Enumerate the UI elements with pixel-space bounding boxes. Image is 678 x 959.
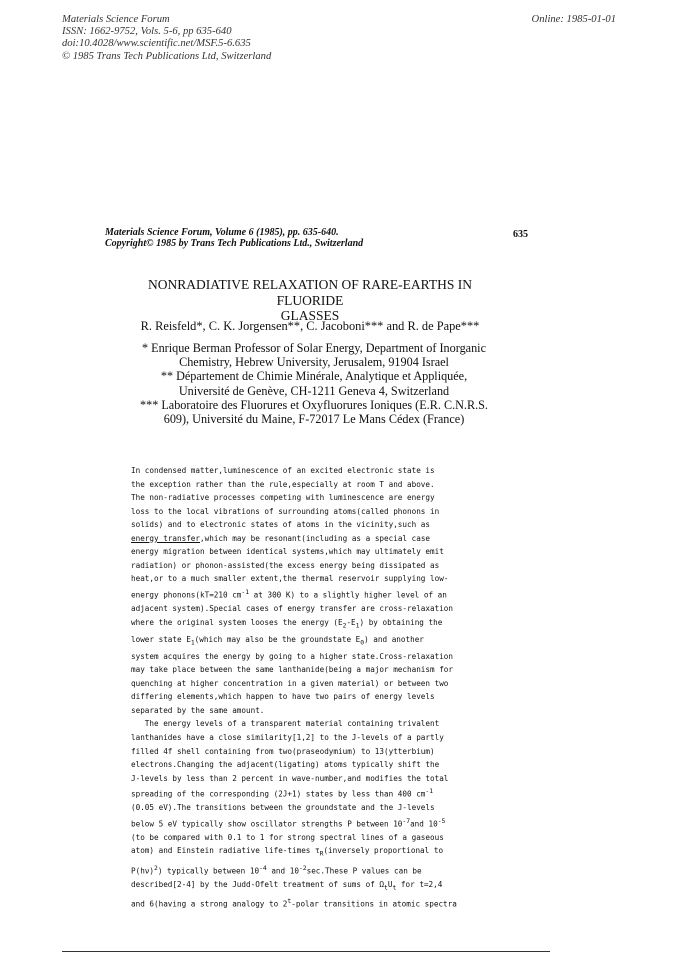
subscript: 1 (355, 621, 360, 630)
publication-doi[interactable] (62, 38, 271, 50)
title-line: NONRADIATIVE RELAXATION OF RARE-EARTHS IN FLUORIDE (148, 277, 472, 308)
body-line: separated by the same amount. (131, 705, 265, 715)
affiliation-line: 609), Université du Maine, F-72017 Le Mans Cédex (France) (163, 412, 465, 427)
body-span: where the original system looses the energy (E (131, 617, 343, 627)
body-line: The energy levels of a transparent material containing trivalent (131, 719, 440, 729)
body-line (131, 532, 531, 546)
body-line: J-levels by less than 2 percent in wave-number,and modifies the total (131, 773, 449, 783)
body-line (131, 878, 531, 895)
body-span: ,which may be resonant(including as a special case (200, 533, 431, 543)
subscript: 0 (360, 638, 365, 647)
subscript: t (384, 883, 388, 892)
subscript: t (392, 883, 397, 892)
body-line: the exception rather than the rule,especially at room T and above. (131, 479, 435, 489)
body-span: and 10 (266, 866, 299, 876)
body-line: lanthanides have a close similarity[1,2] to the J-levels of a partly (131, 733, 444, 742)
body-span: ) and another (364, 634, 424, 644)
body-span: ) by obtaining the (359, 617, 443, 627)
superscript: -2 (298, 863, 307, 872)
footer-rule (62, 951, 550, 952)
body-line: In condensed matter,luminescence of an excited electronic state is (131, 466, 435, 475)
journal-citation (105, 227, 363, 249)
body-span: sec.These P values can be (306, 866, 422, 876)
superscript: -1 (425, 787, 434, 796)
body-span: -polar transitions in atomic spectra (291, 899, 457, 909)
body-line (131, 633, 531, 650)
online-date: Online: 1985-01-01 (531, 14, 616, 25)
subscript: R (319, 850, 324, 858)
body-line: radiation) or phonon-assisted(the excess energy being dissipated as (131, 560, 440, 570)
superscript: -1 (241, 587, 250, 596)
journal-line: Materials Science Forum, Volume 6 (1985), pp. 635-640. (105, 227, 339, 238)
body-line: differing elements,which happen to have two pairs of energy levels (131, 692, 435, 702)
body-line: filled 4f shell containing from two(praseodymium) to 13(ytterbium) (131, 746, 435, 756)
body-line: may take place between the same lanthanide(being a major mechanism for (131, 665, 454, 675)
body-line (131, 815, 531, 831)
body-span: spreading of the corresponding (2J+1) states by less than 400 cm (131, 789, 426, 799)
body-span: U (387, 879, 393, 889)
body-line: electrons.Changing the adjacent(ligating) atoms typically shift the (131, 760, 440, 770)
body-span: ) typically between 10 (157, 866, 260, 876)
body-line: heat,or to a much smaller extent,the thermal reservoir supplying low- (131, 574, 449, 584)
body-line: loss to the local vibrations of surrounding atoms(called phonons in (131, 506, 440, 516)
authors: R. Reisfeld*, C. K. Jorgensen**, C. Jacoboni*** and R. de Pape*** (140, 319, 480, 333)
body-span: (which may also be the groundstate E (194, 634, 361, 644)
page-number: 635 (513, 229, 528, 240)
body-span: described[2-4] by the Judd-Ofelt treatment of sums of Ω (131, 879, 385, 889)
affiliation-line: Chemistry, Hebrew University, Jerusalem, 91904 Israel (179, 355, 449, 370)
title-line: GLASSES (280, 308, 340, 323)
body-line (131, 785, 531, 801)
superscript: t (287, 896, 292, 905)
body-line (131, 586, 531, 602)
affiliation-line: Université de Genève, CH-1211 Geneva 4, Switzerland (178, 383, 450, 398)
body-line: (0.05 eV).The transitions between the groundstate and the J-levels (131, 803, 435, 813)
body-span: and 10 (410, 819, 438, 829)
subscript: 1 (190, 638, 195, 647)
body-span: and 6(having a strong analogy to 2 (131, 899, 288, 909)
superscript: -4 (259, 863, 267, 872)
publication-copyright: © 1985 Trans Tech Publications Ltd, Switzerland (62, 50, 272, 62)
doi-link[interactable]: doi:10.4028/www.scientific.net/MSF.5-6.635 (62, 38, 251, 50)
body-line: (to be compared with 0.1 to 1 for strong spectral lines of a gaseous (131, 832, 444, 842)
superscript: -7 (402, 816, 411, 825)
superscript: 2 (154, 863, 158, 872)
body-span: -E (346, 617, 356, 627)
body-text (131, 464, 531, 911)
underlined-term: energy transfer (131, 533, 201, 543)
paper-title (120, 277, 500, 324)
subscript: 2 (342, 621, 347, 630)
body-span: lower state E (131, 634, 191, 644)
body-span: (inversely proportional to (323, 846, 444, 856)
affiliation-line: * Enrique Berman Professor of Solar Energy, Department of Inorganic (142, 341, 486, 355)
publication-journal: Materials Science Forum (62, 14, 170, 25)
publication-info (62, 14, 271, 63)
superscript: -5 (437, 816, 446, 825)
body-span: for t=2,4 (396, 879, 443, 889)
copyright-line: Copyright© 1985 by Trans Tech Publications Ltd., Switzerland (105, 238, 364, 249)
body-span: below 5 eV typically show oscillator strengths P between 10 (131, 819, 403, 829)
body-line (131, 844, 531, 861)
body-line: energy migration between identical systems,which may ultimately emit (131, 547, 444, 557)
affiliation-line: *** Laboratoire des Fluorures et Oxyfluorures Ioniques (E.R. C.N.R.S. (140, 397, 488, 412)
body-line (131, 895, 531, 911)
affiliation-line: ** Département de Chimie Minérale, Analytique et Appliquée, (160, 369, 468, 384)
body-line: adjacent system).Special cases of energy transfer are cross-relaxation (131, 604, 454, 614)
affiliations (126, 341, 502, 426)
body-line (131, 616, 531, 633)
body-span: atom) and Einstein radiative life-times τ (131, 846, 320, 856)
body-line: system acquires the energy by going to a higher state.Cross-relaxation (131, 651, 454, 661)
body-span: energy phonons(kT=210 cm (131, 590, 242, 600)
body-line: solids) and to electronic states of atoms in the vicinity,such as (131, 520, 431, 530)
body-span: at 300 K) to a slightly higher level of an (249, 590, 447, 600)
publication-issn: ISSN: 1662-9752, Vols. 5-6, pp 635-640 (62, 26, 232, 38)
body-span: P(hν) (131, 866, 155, 876)
body-line (131, 862, 531, 878)
body-line: quenching at higher concentration in a given material) or between two (131, 678, 449, 688)
body-line: The non-radiative processes competing with luminescence are energy (131, 493, 435, 503)
